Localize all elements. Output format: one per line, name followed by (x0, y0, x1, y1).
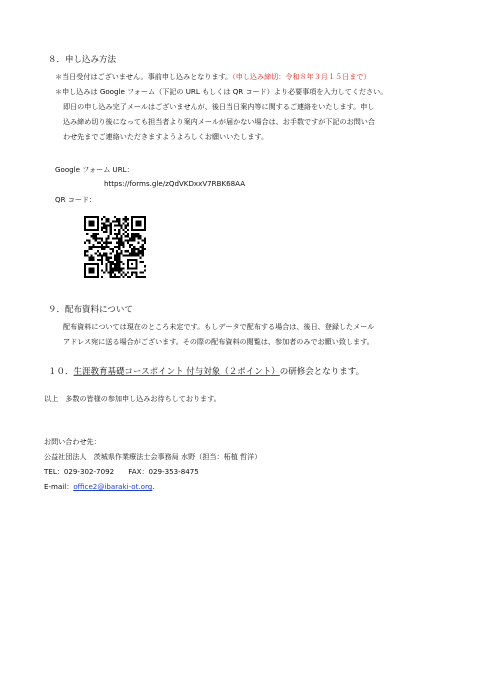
section-9-line-1: 配布資料については現在のところ未定です。もしデータで配布する場合は、後日、登録したメール (63, 322, 375, 331)
qr-code-icon[interactable] (84, 216, 146, 278)
contact-tel-fax: TEL：029-302-7092 FAX：029-353-8475 (44, 467, 199, 476)
closing-text: 以上 多数の皆様の参加申し込みお待ちしております。 (44, 394, 221, 403)
section-8-line-1 (55, 72, 371, 82)
section-10-number: １０． (48, 367, 74, 377)
section-9-line-2: アドレス宛に送る場合がございます。その際の配布資料の閲覧は、参加者のみでお願い致します。 (63, 337, 374, 346)
contact-email-line (44, 482, 155, 492)
form-url-label: Google フォーム URL： (55, 165, 134, 174)
section-10-suffix: の研修会となります。 (279, 367, 365, 377)
section-8-line-3: 即日の申し込み完了メールはございませんが、後日当日案内等に関するご連絡をいたします。申し (63, 102, 375, 111)
email-label: E-mail： (44, 482, 74, 491)
ce-point-notice: 生涯教育基礎コースポイント 付与対象（２ポイント） (73, 367, 280, 377)
section-9-heading: ９．配布資料について (48, 305, 133, 315)
email-period: . (152, 482, 155, 491)
qr-code-label: QR コード： (55, 195, 97, 204)
form-url[interactable]: https://forms.gle/zQdVKDxxV7RBK68AA (104, 179, 246, 188)
contact-org: 公益社団法人 茨城県作業療法士会事務局 水野（担当：柘植 哲洋） (44, 452, 262, 461)
section-8-heading: ８．申し込み方法 (48, 55, 117, 65)
email-link[interactable]: office2@ibaraki-ot.org (73, 482, 153, 491)
section-8-line-2: ＊申し込みは Google フォーム（下記の URL もしくは QR コード）より必要事項を入力してください。 (55, 87, 388, 96)
section-8-line-5: わせ先までご連絡いただきますようよろしくお願いいたします。 (63, 132, 269, 141)
section-8-notice: ＊当日受付はございません。事前申し込みとなります。 (55, 72, 233, 81)
deadline-notice: （申し込み締切：令和８年３月１５日まで） (232, 72, 371, 81)
contact-title: お問い合わせ先： (44, 437, 101, 446)
section-10-heading (48, 365, 364, 377)
section-8-line-4: 込み締め切り後になっても担当者より案内メールが届かない場合は、お手数ですが下記のお問い合 (63, 117, 375, 126)
